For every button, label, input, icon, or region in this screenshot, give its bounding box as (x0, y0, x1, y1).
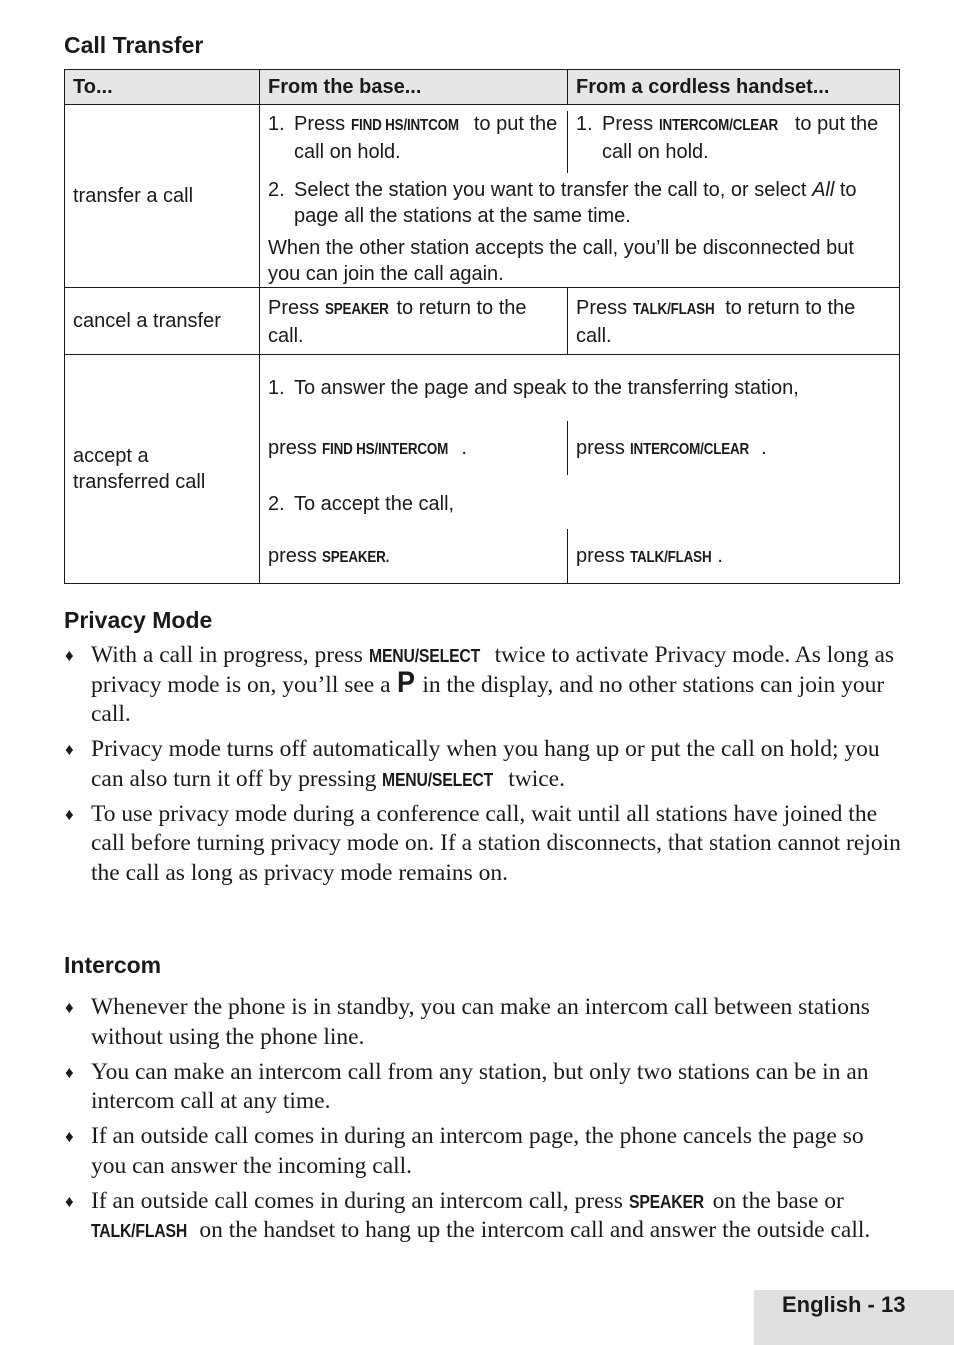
list-item: ♦ If an outside call comes in during an intercom page, the phone cancels the page so you can answer the incoming call. (64, 1122, 904, 1181)
cancel-label: cancel a transfer (65, 288, 260, 355)
accept-step2-handset: press TALK/FLASH . (568, 529, 899, 583)
page-footer: English - 13 (754, 1290, 954, 1345)
privacy-p-icon: P (397, 665, 416, 699)
transfer-label: transfer a call (65, 105, 260, 288)
accept-label: accept a transferred call (65, 355, 260, 584)
transfer-note: When the other station accepts the call, you’ll be disconnected but you can join the call again. (268, 237, 854, 285)
accept-step1-base: press FIND HS/INTERCOM . (260, 421, 568, 475)
header-from-handset: From a cordless handset... (568, 70, 900, 105)
find-hs-intcom-key: FIND HS/INTCOM (350, 117, 459, 134)
list-item: ♦ With a call in progress, press MENU/SELECT twice to activate Privacy mode. As long as privacy mode is on, you’ll see a P in the display, and no other stations can join your call. (64, 641, 904, 730)
talk-flash-key: TALK/FLASH (630, 549, 712, 566)
menu-select-key: MENU/SELECT (368, 645, 480, 666)
call-transfer-table (64, 69, 900, 584)
accept-step1: 1. To answer the page and speak to the transferring station, (268, 377, 799, 399)
intercom-list (64, 993, 904, 1251)
speaker-key: SPEAKER (628, 1190, 704, 1212)
find-hs-intercom-key: FIND HS/INTERCOM (322, 441, 449, 458)
menu-select-key: MENU/SELECT (382, 768, 494, 790)
speaker-key: SPEAKER. (322, 549, 390, 566)
list-item: ♦ If an outside call comes in during an intercom call, press SPEAKER on the base or TALK/FLASH on the handset to hang up the intercom call and answer the outside call. (64, 1187, 904, 1246)
talk-flash-key: TALK/FLASH (91, 1220, 188, 1241)
accept-step2: 2. To accept the call, (268, 493, 455, 515)
call-transfer-heading: Call Transfer (64, 32, 204, 58)
speaker-key: SPEAKER (324, 301, 389, 318)
accept-step2-base: press SPEAKER. (260, 529, 568, 583)
accept-step1-handset: press INTERCOM/CLEAR . (568, 421, 899, 475)
privacy-mode-heading: Privacy Mode (64, 607, 213, 633)
talk-flash-key: TALK/FLASH (632, 301, 715, 318)
list-item: ♦ Whenever the phone is in standby, you can make an intercom call between stations without using the phone line. (64, 993, 904, 1052)
cancel-handset: Press TALK/FLASH to return to the call. (568, 288, 900, 355)
list-item: ♦ Privacy mode turns off automatically when you hang up or put the call on hold; you can also turn it off by pressing MENU/SELECT twice. (64, 735, 904, 794)
table-row-cancel (65, 288, 900, 355)
header-from-base: From the base... (260, 70, 568, 105)
transfer-step2: 2. Select the station you want to transfer the call to, or select All to page all the stations at the same time. (268, 179, 857, 227)
transfer-step1-handset: 1. Press INTERCOM/CLEAR to put the call on hold. (576, 113, 879, 163)
transfer-step1-base: 1. Press FIND HS/INTCOM to put the call on hold. (260, 111, 568, 173)
intercom-heading: Intercom (64, 952, 162, 978)
table-row-accept (65, 355, 900, 584)
privacy-mode-list (64, 641, 904, 894)
intercom-clear-key: INTERCOM/CLEAR (630, 441, 750, 458)
header-to: To... (65, 70, 260, 105)
table-header-row (65, 70, 900, 105)
intercom-clear-key: INTERCOM/CLEAR (658, 117, 778, 134)
table-row-transfer (65, 105, 900, 288)
list-item: ♦ You can make an intercom call from any station, but only two stations can be in an intercom call at any time. (64, 1058, 904, 1117)
list-item: ♦ To use privacy mode during a conference call, wait until all stations have joined the call before turning privacy mode on. If a station disconnects, that station cannot rejoin the call as long as privacy mode remains on. (64, 800, 904, 889)
cancel-base: Press SPEAKER to return to the call. (260, 288, 568, 355)
